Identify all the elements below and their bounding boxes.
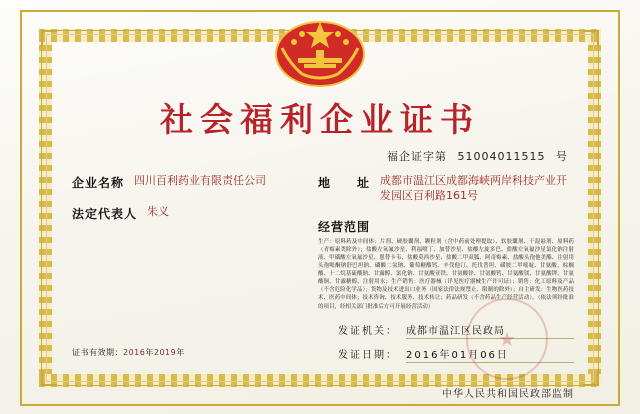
- cert-number-suffix: 号: [556, 150, 568, 163]
- cert-number-prefix: 福企证字第: [387, 150, 448, 163]
- issue-date-row: [338, 346, 574, 363]
- legal-representative-value: 朱义: [147, 205, 170, 218]
- company-name-value: 四川百利药业有限责任公司: [134, 174, 267, 187]
- issue-date-day: 06: [480, 350, 497, 361]
- corner-ornament-bottom-left: [41, 370, 57, 386]
- address-value: 成都市温江区成都海峡两岸科技产业开发园区百利路161号: [380, 174, 568, 202]
- field-company-name: [72, 174, 300, 191]
- validity-to: 2019: [153, 348, 177, 357]
- address-label: 地 址: [318, 176, 371, 190]
- field-business-scope: [318, 218, 574, 311]
- corner-ornament-bottom-right: [583, 370, 599, 386]
- issue-date-value: [406, 346, 574, 363]
- issue-date-day-unit: 日: [496, 350, 509, 361]
- business-scope-label: 经营范围: [318, 219, 371, 234]
- legal-representative-label: 法定代表人: [72, 207, 138, 221]
- issue-date-month: 01: [451, 350, 469, 361]
- validity-period: [72, 347, 185, 358]
- issuing-authority-label: 发证机关：: [338, 326, 398, 337]
- certificate-number: [387, 148, 568, 164]
- field-address: [318, 174, 574, 204]
- corner-ornament-top-left: [41, 30, 57, 46]
- validity-from: 2016: [123, 348, 146, 357]
- company-name-label: 企业名称: [72, 176, 125, 190]
- cert-number-value: 51004011515: [457, 150, 546, 163]
- validity-label: 证书有效期：: [72, 348, 123, 357]
- issue-date-month-unit: 月: [468, 350, 481, 361]
- field-legal-representative: [72, 205, 300, 222]
- issuer-block: [338, 322, 574, 370]
- issue-date-year: 2016: [406, 350, 440, 361]
- corner-ornament-top-right: [583, 30, 599, 46]
- validity-from-unit: 年: [145, 348, 154, 357]
- national-emblem-icon: [272, 14, 368, 88]
- seal-star-icon: ★: [498, 327, 516, 351]
- issue-date-year-unit: 年: [439, 350, 452, 361]
- issuing-authority-row: [338, 322, 574, 339]
- validity-to-unit: 年: [176, 348, 185, 357]
- left-column: [72, 174, 300, 368]
- page-title: 社会福利企业证书: [160, 100, 480, 139]
- footer-text: 中华人民共和国民政部监制: [442, 389, 574, 400]
- issuing-authority-value: 成都市温江区民政局: [406, 322, 574, 339]
- issue-date-label: 发证日期：: [338, 350, 398, 361]
- business-scope-value: 生产：原料药及中间体：片剂、硬胶囊剂、颗粒剂（含中药前处理提取）、软胶囊剂、干混悬剂、原料药（青霉素类除外）；盐酸左氧氟沙星、利福喷丁、加替沙星、盐酸左旋多巴、盐酸左氧氟沙星氯化钠注射液、甲磺酸左氧氟沙星、恩替卡韦、盐酸莫西沙星、盐酸二甲双胍、阿奇霉素、盐酸头孢他美酯、注射用头孢哌酮钠舒巴坦钠、磷酸二氢钠、葡萄糖酸钙、辛伐他汀、托伐普坦、磺胺二甲嘧啶、甘氨酸、棕榈酸、十二烷基硫酸钠、甘露醇、氯化钠、甘氨酸亚铁、甘氨酸锌、甘氨酸钙、甘氨酸镁、甘氨酸钾、甘氨酸铜、甘露糖醇、注射用水；生产销售：医疗器械（详见医疗器械生产许可证）；销售：化工原料及产品（不含危险化学品）；货物及技术进出口业务（国家法律法规禁止、限制的除外）；自主研发：生物医药技术、医药中间体；技术咨询、技术服务、技术转让；药品研发（不含药品生产经营活动）。（依法须经批准的项目，经相关部门批准后方可开展经营活动）: [318, 238, 574, 310]
